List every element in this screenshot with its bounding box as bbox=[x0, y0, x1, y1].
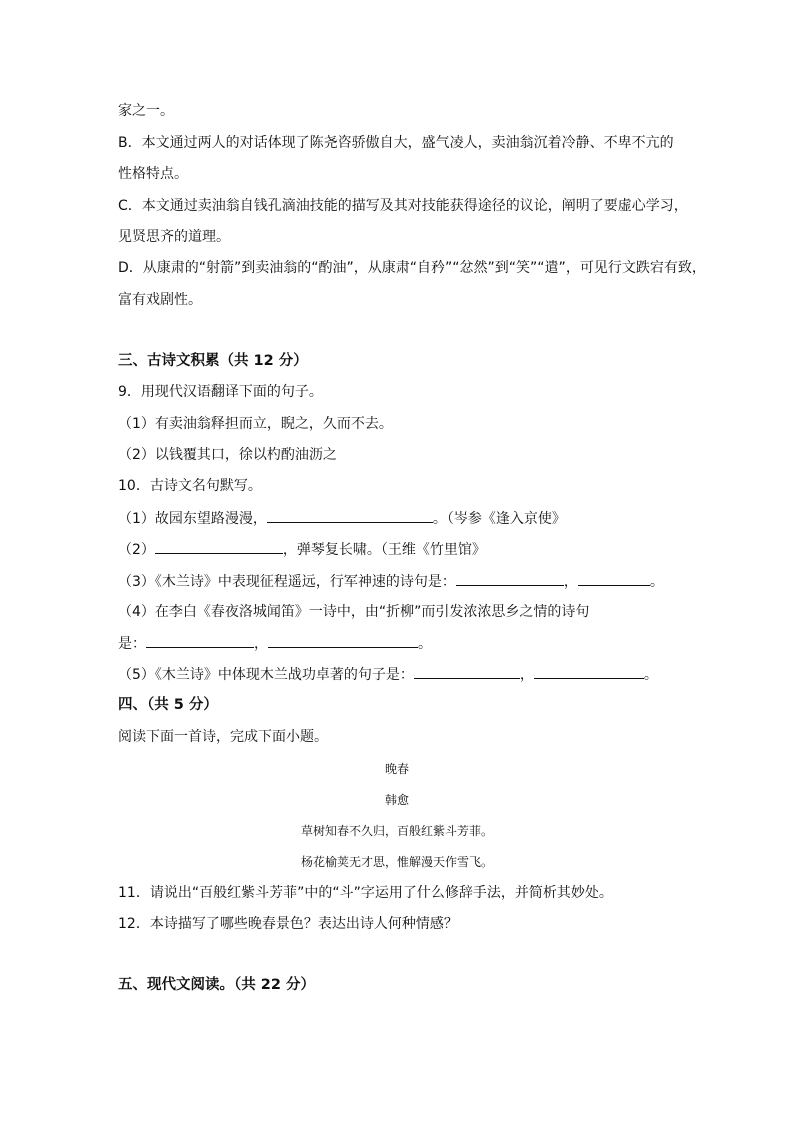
q10-5-comma: ， bbox=[519, 667, 534, 683]
question-10-2 bbox=[118, 539, 486, 560]
question-11: 11．请说出“百般红紫斗芳菲”中的“斗”字运用了什么修辞手法，并简析其妙处。 bbox=[118, 885, 613, 901]
poem-author: 韩愈 bbox=[384, 793, 409, 807]
option-c-line2: 见贤思齐的道理。 bbox=[118, 229, 230, 245]
q10-2-prefix: （2） bbox=[118, 542, 155, 558]
poem-line-2: 杨花榆荚无才思，惟解漫天作雪飞。 bbox=[300, 855, 493, 869]
question-10-4-line1: （4）在李白《春夜洛城闻笛》一诗中，由“折柳”而引发浓浓思乡之情的诗句 bbox=[118, 604, 590, 620]
question-9: 9．用现代汉语翻译下面的句子。 bbox=[118, 384, 323, 400]
q10-1-suffix: 。（岑参《逢入京使》 bbox=[432, 511, 566, 527]
answer-blank[interactable] bbox=[146, 633, 254, 648]
answer-blank[interactable] bbox=[578, 571, 650, 586]
answer-blank[interactable] bbox=[268, 633, 418, 648]
q10-4-prefix: 是： bbox=[118, 636, 146, 652]
q10-1-prefix: （1）故园东望路漫漫， bbox=[118, 511, 267, 527]
q10-3-comma: ， bbox=[563, 574, 578, 590]
q10-4-comma: ， bbox=[254, 636, 268, 652]
question-12: 12．本诗描写了哪些晚春景色？表达出诗人何种情感？ bbox=[118, 916, 458, 932]
question-10: 10．古诗文名句默写。 bbox=[118, 478, 262, 494]
q10-5-prefix: （5）《木兰诗》中体现木兰战功卓著的句子是： bbox=[118, 667, 414, 683]
question-10-1 bbox=[118, 508, 566, 529]
q10-3-suffix: 。 bbox=[649, 574, 664, 590]
section3-heading: 三、古诗文积累（共 12 分） bbox=[118, 353, 308, 369]
option-b-line1: B．本文通过两人的对话体现了陈尧咨骄傲自大，盛气凌人，卖油翁沉着冷静、不卑不亢的 bbox=[118, 135, 674, 151]
option-b-line2: 性格特点。 bbox=[118, 166, 188, 182]
question-10-5 bbox=[118, 664, 658, 685]
answer-blank[interactable] bbox=[534, 664, 644, 679]
option-d-line1: D．从康肃的“射箭”到卖油翁的“酌油”，从康肃“自矜”“忿然”到“笑”“遣”，可见行文跌宕有致， bbox=[118, 260, 706, 276]
poem-line-1: 草树知春不久归，百般红紫斗芳菲。 bbox=[300, 824, 493, 838]
answer-blank[interactable] bbox=[155, 539, 283, 554]
answer-blank[interactable] bbox=[456, 571, 564, 586]
section5-heading: 五、现代文阅读。（共 22 分） bbox=[118, 977, 316, 993]
q10-5-suffix: 。 bbox=[643, 667, 658, 683]
option-a-tail: 家之一。 bbox=[118, 103, 174, 119]
question-9-1: （1）有卖油翁释担而立，睨之，久而不去。 bbox=[118, 416, 393, 432]
option-d-line2: 富有戏剧性。 bbox=[118, 292, 202, 308]
q10-4-suffix: 。 bbox=[418, 636, 432, 652]
question-10-4-line2 bbox=[118, 633, 432, 654]
q10-3-prefix: （3）《木兰诗》中表现征程遥远，行军神速的诗句是： bbox=[118, 574, 456, 590]
q10-2-suffix: ，弹琴复长啸。（王维《竹里馆》 bbox=[282, 542, 486, 558]
poem-title: 晚春 bbox=[384, 762, 409, 776]
section4-heading: 四、（共 5 分） bbox=[118, 697, 218, 713]
question-10-3 bbox=[118, 571, 664, 592]
option-c-line1: C．本文通过卖油翁自钱孔滴油技能的描写及其对技能获得途径的议论，阐明了要虚心学习， bbox=[118, 198, 688, 214]
section4-intro: 阅读下面一首诗，完成下面小题。 bbox=[118, 729, 328, 745]
question-9-2: （2）以钱覆其口，徐以杓酌油沥之 bbox=[118, 447, 337, 463]
answer-blank[interactable] bbox=[414, 664, 520, 679]
answer-blank[interactable] bbox=[267, 508, 433, 523]
